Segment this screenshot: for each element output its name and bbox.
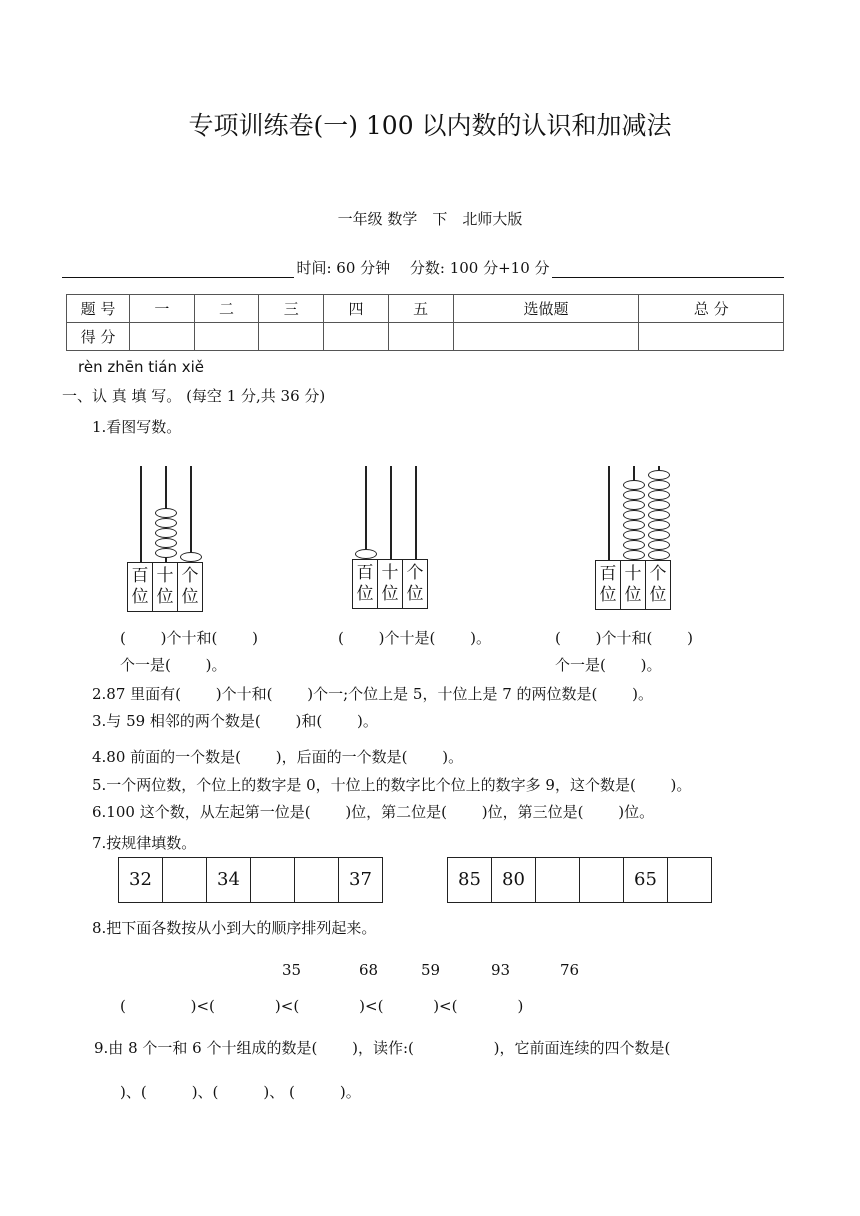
page-title: 专项训练卷(一) 100 以内数的认识和加减法 (188, 111, 672, 140)
score-row-label: 得 分 (67, 323, 130, 351)
page-subtitle: 一年级 数学 下 北师大版 (337, 210, 523, 228)
sequence-1 (118, 857, 383, 903)
sequence-blank[interactable] (163, 858, 207, 902)
q1-c-answer-line2: 个一是( )。 (555, 656, 662, 674)
exam-info (62, 257, 784, 278)
sequence-cell: 85 (448, 858, 492, 902)
abacus-bead (155, 528, 177, 538)
name-blank-left (62, 261, 294, 278)
score-header-cell: 二 (194, 295, 259, 323)
sequence-blank[interactable] (536, 858, 580, 902)
sequence-cell: 34 (207, 858, 251, 902)
sequence-cell: 80 (492, 858, 536, 902)
score-cell[interactable] (194, 323, 259, 351)
q1-a-answer-line2: 个一是( )。 (120, 656, 227, 674)
score-cell[interactable] (324, 323, 389, 351)
abacus-bead (180, 552, 202, 562)
sequence-blank[interactable] (668, 858, 711, 902)
score-header-cell: 总 分 (639, 295, 784, 323)
score-header-cell: 一 (130, 295, 195, 323)
section-title: 一、认 真 填 写。 (每空 1 分,共 36 分) (62, 387, 326, 405)
abacus-place-labels (352, 559, 428, 609)
label-tens: 十位 (378, 560, 403, 608)
abacus-bead (623, 480, 645, 490)
question-5: 5.一个两位数，个位上的数字是 0，十位上的数字比个位上的数字多 9，这个数是( )。 (92, 776, 692, 794)
label-tens: 十位 (153, 563, 178, 611)
question-3: 3.与 59 相邻的两个数是( )和( )。 (92, 712, 378, 730)
abacus-bead (623, 530, 645, 540)
abacus-bead (155, 548, 177, 558)
question-4: 4.80 前面的一个数是( )，后面的一个数是( )。 (92, 748, 464, 766)
score-table-score-row (67, 323, 784, 351)
question-7-title: 7.按规律填数。 (92, 834, 197, 852)
score-cell[interactable] (130, 323, 195, 351)
abacus-bead (648, 540, 670, 550)
abacus-rod-hundreds (608, 466, 610, 564)
abacus-bead (155, 538, 177, 548)
label-hundreds: 百位 (353, 560, 378, 608)
sequence-2 (447, 857, 712, 903)
section-pinyin: rèn zhēn tián xiě (78, 358, 205, 376)
label-ones: 个位 (649, 564, 667, 605)
abacus-a (127, 466, 209, 616)
label-tens: 十位 (621, 561, 646, 609)
abacus-bead (648, 500, 670, 510)
sequence-cell: 65 (624, 858, 668, 902)
score-header-cell: 选做题 (453, 295, 639, 323)
q1-a-answer-line1: ( )个十和( ) (120, 629, 258, 647)
abacus-place-labels (595, 560, 671, 610)
q1-c-answer-line1: ( )个十和( ) (555, 629, 693, 647)
q8-number: 59 (421, 961, 441, 979)
sequence-cell: 32 (119, 858, 163, 902)
score-cell[interactable] (453, 323, 639, 351)
name-blank-right (552, 261, 784, 278)
score-table (66, 294, 784, 351)
q8-answer-blanks: ( )<( )<( )<( )<( ) (120, 997, 524, 1015)
abacus-bead (623, 540, 645, 550)
abacus-bead (648, 510, 670, 520)
abacus-rod-hundreds (140, 466, 142, 564)
abacus-bead (648, 520, 670, 530)
label-hundreds: 百位 (128, 563, 153, 611)
abacus-bead (648, 480, 670, 490)
q8-number: 93 (491, 961, 511, 979)
score-header-cell: 题 号 (67, 295, 130, 323)
q8-number: 76 (560, 961, 580, 979)
abacus-bead (155, 518, 177, 528)
abacus-place-labels (127, 562, 203, 612)
abacus-rod-ones (415, 466, 417, 564)
abacus-bead (623, 550, 645, 560)
score-header-cell: 三 (259, 295, 324, 323)
sequence-blank[interactable] (295, 858, 339, 902)
abacus-bead (648, 490, 670, 500)
question-6: 6.100 这个数，从左起第一位是( )位，第二位是( )位，第三位是( )位。 (92, 803, 655, 821)
label-hundreds: 百位 (596, 561, 621, 609)
abacus-bead (623, 510, 645, 520)
question-9-line1: 9.由 8 个一和 6 个十组成的数是( )，读作:( )，它前面连续的四个数是( (94, 1039, 671, 1057)
question-2: 2.87 里面有( )个十和( )个一;个位上是 5，十位上是 7 的两位数是( )。 (92, 685, 654, 703)
question-9-line2: )、( )、( )、 ( )。 (120, 1083, 361, 1101)
label-ones: 个位 (406, 563, 424, 604)
abacus-bead (623, 500, 645, 510)
sequence-blank[interactable] (251, 858, 295, 902)
abacus-rod-tens (390, 466, 392, 564)
abacus-bead (355, 549, 377, 559)
abacus-b (352, 466, 434, 616)
question-1-title: 1.看图写数。 (92, 418, 182, 436)
abacus-bead (648, 530, 670, 540)
score-cell[interactable] (639, 323, 784, 351)
abacus-bead (648, 550, 670, 560)
exam-time-score: 时间: 60 分钟 分数: 100 分+10 分 (296, 259, 550, 277)
abacus-bead (155, 508, 177, 518)
abacus-bead (648, 470, 670, 480)
label-ones: 个位 (181, 566, 199, 607)
question-8-title: 8.把下面各数按从小到大的顺序排列起来。 (92, 919, 377, 937)
score-cell[interactable] (388, 323, 453, 351)
q1-b-answer-line1: ( )个十是( )。 (338, 629, 491, 647)
score-header-cell: 五 (388, 295, 453, 323)
q8-number: 68 (359, 961, 379, 979)
abacus-c (595, 466, 677, 616)
abacus-bead (623, 490, 645, 500)
sequence-blank[interactable] (580, 858, 624, 902)
score-header-cell: 四 (324, 295, 389, 323)
sequence-cell: 37 (349, 869, 372, 890)
score-cell[interactable] (259, 323, 324, 351)
abacus-bead (623, 520, 645, 530)
score-table-header-row (67, 295, 784, 323)
abacus-rod-ones (190, 466, 192, 564)
q8-number: 35 (282, 961, 302, 979)
